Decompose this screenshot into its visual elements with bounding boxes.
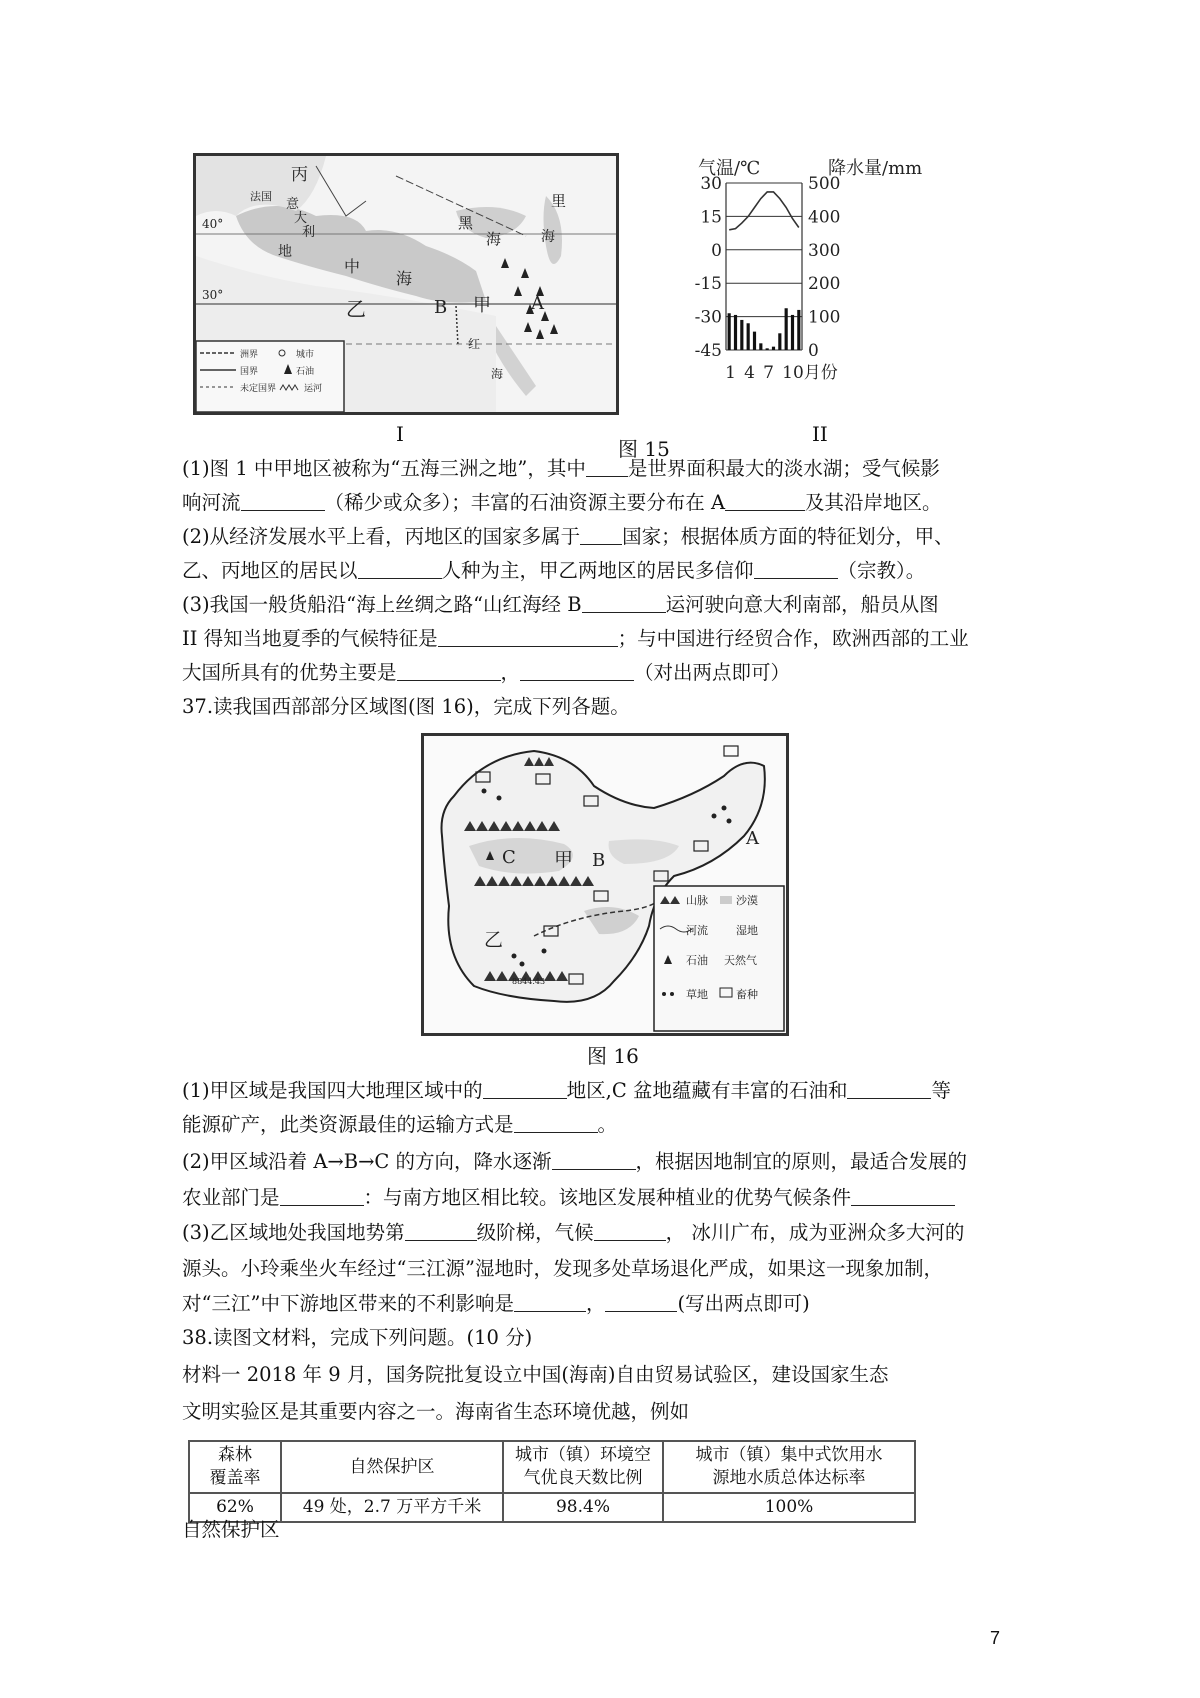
table-cell: 49 处，2.7 万平方千米 — [281, 1493, 503, 1522]
precipitation-bar — [740, 320, 743, 350]
map16-elevation: 8844.43 — [512, 977, 546, 986]
q37-line5: (3)乙区域地处我国地势第 级阶梯，气候 ， 冰川广布，成为亚洲众多大河的 — [182, 1221, 965, 1244]
map16-label-a: A — [746, 828, 759, 849]
map-label-france: 法国 — [250, 190, 272, 203]
chart-tick-x: 1 — [725, 363, 736, 383]
answer-blank[interactable] — [725, 492, 805, 511]
svg-text:湿地: 湿地 — [736, 924, 758, 937]
map-label-jia: 甲 — [473, 295, 491, 316]
chart-ylabel-left: 气温/℃ — [698, 158, 761, 179]
q37-line4: 农业部门是 ：与南方地区相比较。该地区发展种植业的优势气候条件 — [182, 1184, 1042, 1212]
map16-label-b: B — [592, 850, 606, 871]
figure15-map-i — [193, 153, 619, 415]
chart-tick-right: 300 — [808, 240, 841, 261]
figure15-sub-ii: II — [812, 422, 828, 446]
map16-label-c: C — [502, 847, 516, 868]
answer-blank[interactable] — [514, 1114, 598, 1133]
svg-text:海: 海 — [491, 367, 504, 381]
answer-blank[interactable] — [514, 1293, 586, 1312]
answer-blank[interactable] — [438, 628, 618, 647]
page-number: 7 — [989, 1628, 1000, 1648]
precipitation-bar — [772, 347, 775, 350]
answer-blank[interactable] — [851, 1187, 955, 1206]
svg-text:海: 海 — [486, 230, 502, 248]
svg-text:城市: 城市 — [296, 350, 315, 360]
table-cell: 98.4% — [503, 1493, 663, 1522]
precipitation-bar — [778, 333, 781, 350]
chart-tick-left: -15 — [694, 274, 722, 295]
svg-text:40°: 40° — [202, 217, 224, 231]
figure15-sub-i: I — [396, 422, 404, 446]
q38-tail: 自然保护区 — [182, 1518, 280, 1541]
q37-line1: (1)甲区域是我国四大地理区域中的 地区,C 盆地蕴藏有丰富的石油和 等 — [182, 1079, 951, 1102]
chart-tick-right: 0 — [808, 341, 819, 361]
chart-tick-x: 10月份 — [782, 363, 838, 383]
answer-blank[interactable] — [847, 1080, 931, 1099]
q36-line3: (2)从经济发展水平上看，丙地区的国家多属于 国家；根据体质方面的特征划分，甲、 — [182, 525, 954, 548]
figure16-map — [421, 733, 789, 1036]
precipitation-bar — [753, 332, 756, 350]
precipitation-bar — [797, 310, 800, 350]
figure15-caption: 图 15 — [618, 437, 670, 461]
chart-tick-x: 7 — [763, 363, 774, 383]
svg-text:未定国界: 未定国界 — [240, 384, 277, 394]
map-label-a: A — [531, 293, 544, 314]
table-header-cell: 森林 覆盖率 — [189, 1441, 281, 1493]
svg-text:石油: 石油 — [686, 954, 708, 967]
q37-line3: (2)甲区域沿着 A→B→C 的方向，降水逐渐 ，根据因地制宜的原则，最适合发展的 — [182, 1150, 968, 1173]
q36-line4: 乙、丙地区的居民以 人种为主，甲乙两地区的居民多信仰 （宗教）。 — [182, 559, 926, 582]
chart-tick-left: 0 — [711, 240, 722, 261]
svg-text:中: 中 — [344, 257, 361, 276]
temperature-line — [729, 192, 799, 230]
chart-tick-right: 500 — [808, 174, 841, 194]
q37-title: 37.读我国西部部分区域图(图 16)，完成下列各题。 — [182, 695, 630, 718]
ecology-table — [188, 1440, 916, 1523]
q37-line6: 源头。小玲乘坐火车经过“三江源”湿地时，发现多处草场退化严成，如果这一现象加制， — [182, 1257, 943, 1280]
svg-text:天然气: 天然气 — [724, 954, 757, 967]
table-header-cell: 自然保护区 — [281, 1441, 503, 1493]
chart-tick-right: 100 — [808, 307, 841, 328]
q38-title: 38.读图文材料，完成下列问题。(10 分) — [182, 1326, 533, 1349]
table-header-cell: 城市（镇）环境空 气优良天数比例 — [503, 1441, 663, 1493]
answer-blank[interactable] — [594, 1222, 666, 1241]
chart-tick-x: 4 — [744, 363, 755, 383]
q36-line5: (3)我国一般货船沿“海上丝绸之路“山红海经 B 运河驶向意大利南部，船员从图 — [182, 593, 939, 616]
q37-line7: 对“三江”中下游地区带来的不利影响是 ， (写出两点即可) — [182, 1292, 810, 1315]
climate-chart — [690, 150, 950, 420]
svg-text:海: 海 — [541, 229, 555, 245]
svg-text:国界: 国界 — [240, 367, 259, 377]
table-header-row — [189, 1441, 915, 1493]
svg-text:大: 大 — [294, 211, 308, 226]
svg-text:山脉: 山脉 — [686, 894, 708, 907]
svg-text:河流: 河流 — [686, 924, 708, 937]
chart-tick-left: -30 — [694, 307, 722, 328]
q36-line2: 响河流 （稀少或众多）；丰富的石油资源主要分布在 A 及其沿岸地区。 — [182, 491, 942, 514]
answer-blank[interactable] — [580, 526, 622, 545]
svg-text:海: 海 — [396, 269, 413, 288]
answer-blank[interactable] — [397, 662, 501, 681]
answer-blank[interactable] — [552, 1151, 636, 1170]
svg-text:地: 地 — [278, 244, 292, 260]
svg-text:30°: 30° — [202, 288, 224, 302]
chart-tick-left: -45 — [694, 341, 722, 361]
table-cell: 100% — [663, 1493, 915, 1522]
svg-text:石油: 石油 — [296, 367, 315, 377]
q36-line6: II 得知当地夏季的气候特征是 ；与中国进行经贸合作，欧洲西部的工业 — [182, 627, 969, 650]
chart-tick-right: 400 — [808, 207, 841, 228]
mediterranean-map — [196, 156, 616, 412]
answer-blank[interactable] — [754, 560, 838, 579]
chart-ylabel-right: 降水量/mm — [828, 158, 923, 179]
svg-text:运河: 运河 — [304, 384, 323, 394]
precipitation-bar — [759, 343, 762, 350]
precipitation-bar — [766, 348, 769, 350]
svg-text:洲界: 洲界 — [240, 350, 259, 360]
answer-blank[interactable] — [582, 594, 666, 613]
svg-text:黑: 黑 — [458, 214, 474, 232]
answer-blank[interactable] — [483, 1080, 567, 1099]
answer-blank[interactable] — [586, 458, 628, 477]
precipitation-bar — [785, 308, 788, 350]
precipitation-bar — [728, 313, 731, 350]
answer-blank[interactable] — [241, 492, 325, 511]
answer-blank[interactable] — [520, 662, 634, 681]
answer-blank[interactable] — [280, 1187, 364, 1206]
figure16-caption: 图 16 — [587, 1044, 639, 1068]
svg-text:红: 红 — [468, 337, 481, 351]
answer-blank[interactable] — [405, 1222, 477, 1241]
svg-text:畜种: 畜种 — [736, 988, 758, 1001]
q37-line2: 能源矿产，此类资源最佳的运输方式是 。 — [182, 1113, 618, 1136]
map-label-b: B — [434, 297, 448, 318]
answer-blank[interactable] — [358, 560, 442, 579]
precipitation-bar — [734, 315, 737, 350]
svg-text:草地: 草地 — [686, 988, 708, 1001]
chart-tick-left: 15 — [700, 207, 722, 228]
svg-text:意: 意 — [286, 197, 300, 212]
map16-label-yi: 乙 — [484, 929, 504, 951]
svg-text:里: 里 — [551, 192, 567, 210]
precipitation-bar — [791, 315, 794, 350]
chart-tick-left: 30 — [700, 174, 722, 194]
q36-line1: (1)图 1 中甲地区被称为“五海三洲之地”，其中 是世界面积最大的淡水湖；受气候影 — [182, 457, 940, 480]
precipitation-bar — [747, 323, 750, 350]
map-label-yi: 乙 — [346, 297, 366, 321]
svg-text:沙漠: 沙漠 — [736, 894, 758, 907]
q38-material1-line1: 材料一 2018 年 9 月，国务院批复设立中国(海南)自由贸易试验区，建设国家生态 — [182, 1363, 889, 1386]
west-china-map — [424, 736, 786, 1033]
chart-tick-right: 200 — [808, 274, 841, 295]
table-cell: 62% — [189, 1493, 281, 1522]
q36-line7: 大国所具有的优势主要是 ， （对出两点即可） — [182, 661, 791, 684]
svg-text:利: 利 — [302, 225, 316, 240]
answer-blank[interactable] — [605, 1293, 677, 1312]
q38-material1-line2: 文明实验区是其重要内容之一。海南省生态环境优越，例如 — [182, 1400, 690, 1423]
map16-label-jia: 甲 — [554, 849, 574, 871]
table-header-cell: 城市（镇）集中式饮用水 源地水质总体达标率 — [663, 1441, 915, 1493]
map-label-bing: 丙 — [291, 165, 308, 185]
